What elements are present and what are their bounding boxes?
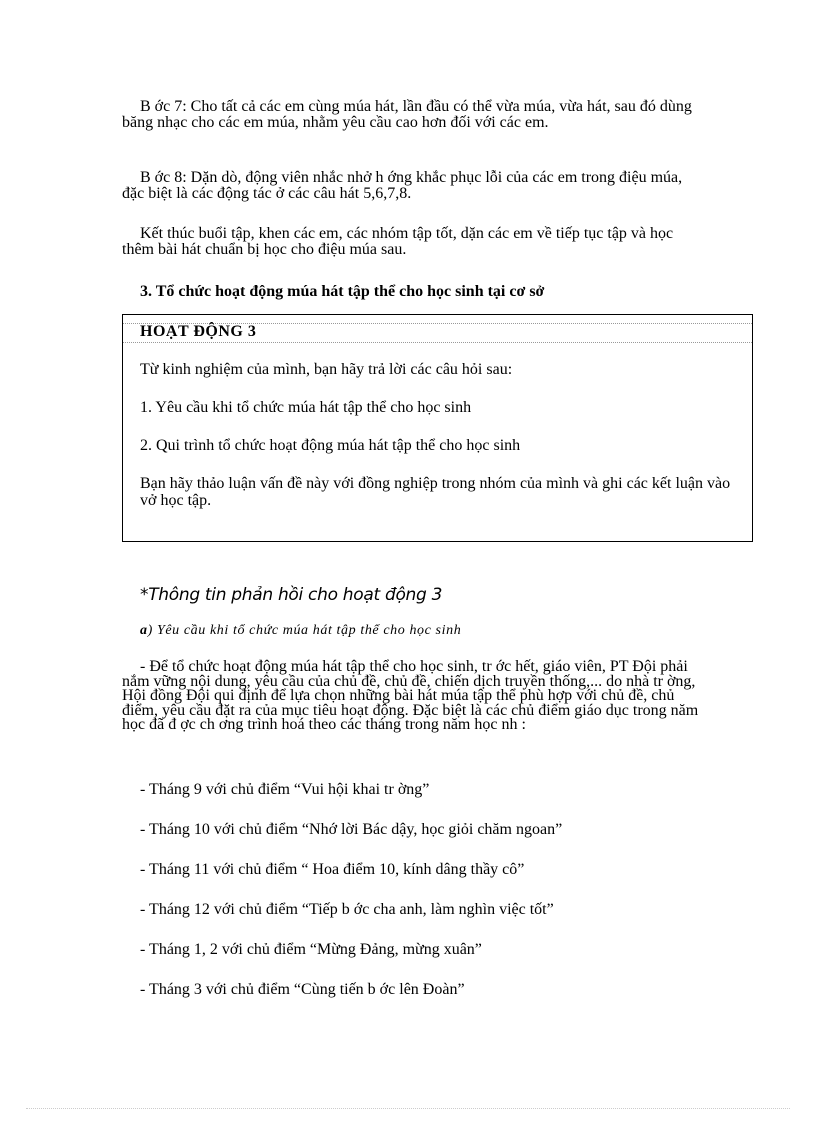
closing-paragraph: Kết thúc buổi tập, khen các em, các nhóm tập tốt, dặn các em về tiếp tục tập và học thêm bài hát chuẩn bị học cho điệu múa sau. (122, 225, 674, 258)
month-item: - Tháng 9 với chủ điểm “Vui hội khai tr ờng” (140, 781, 430, 798)
month-item: - Tháng 3 với chủ điểm “Cùng tiến b ớc lên Đoàn” (140, 981, 465, 998)
activity-question-1: 1. Yêu cầu khi tổ chức múa hát tập thể cho học sinh (140, 399, 472, 416)
footer-rule (26, 1108, 790, 1109)
month-item: - Tháng 1, 2 với chủ điểm “Mừng Đảng, mừng xuân” (140, 941, 482, 958)
activity-question-2: 2. Qui trình tổ chức hoạt động múa hát tập thể cho học sinh (140, 437, 521, 454)
section-heading: 3. Tổ chức hoạt động múa hát tập thể cho học sinh tại cơ sở (140, 283, 545, 300)
subheading-letter: a (140, 623, 148, 638)
month-item: - Tháng 10 với chủ điểm “Nhớ lời Bác dậy, học giỏi chăm ngoan” (140, 821, 563, 838)
feedback-body: - Để tổ chức hoạt động múa hát tập thể cho học sinh, tr ớc hết, giáo viên, PT Đội phải nắm vững nội dung, yêu cầu của chủ đề, chủ đề, chiến dịch truyền thống,... do nhà tr ờng, Hội đồng Đội qui định để lựa chọn những bài hát múa tập thể phù hợp với chủ đề, chủ điểm, yêu cầu đặt ra của mục tiêu hoạt động. Đặc biệt là các chủ điểm giáo dục trong năm học đã đ ợc ch ơng trình hoá theo các tháng trong năm học nh : (122, 658, 699, 733)
subheading-text: ) Yêu cầu khi tổ chức múa hát tập thể cho học sinh (147, 623, 462, 638)
activity-intro: Từ kinh nghiệm của mình, bạn hãy trả lời các câu hỏi sau: (140, 361, 513, 378)
step7-paragraph: B ớc 7: Cho tất cả các em cùng múa hát, lần đầu có thể vừa múa, vừa hát, sau đó dùng băng nhạc cho các em múa, nhằm yêu cầu cao hơn đối với các em. (122, 98, 692, 131)
feedback-title: *Thông tin phản hồi cho hoạt động 3 (140, 585, 443, 605)
activity-box (122, 314, 753, 542)
activity-title: HOẠT ĐỘNG 3 (140, 323, 257, 340)
month-item: - Tháng 11 với chủ điểm “ Hoa điểm 10, kính dâng thầy cô” (140, 861, 525, 878)
activity-discussion: Bạn hãy thảo luận vấn đề này với đồng nghiệp trong nhóm của mình và ghi các kết luận vào vở học tập. (140, 475, 731, 509)
month-item: - Tháng 12 với chủ điểm “Tiếp b ớc cha anh, làm nghìn việc tốt” (140, 901, 554, 918)
step8-paragraph: B ớc 8: Dặn dò, động viên nhắc nhở h ớng khắc phục lỗi của các em trong điệu múa, đặc biệt là các động tác ở các câu hát 5,6,7,8. (122, 169, 683, 202)
feedback-subheading (140, 623, 461, 639)
box-title-rule (123, 342, 752, 343)
